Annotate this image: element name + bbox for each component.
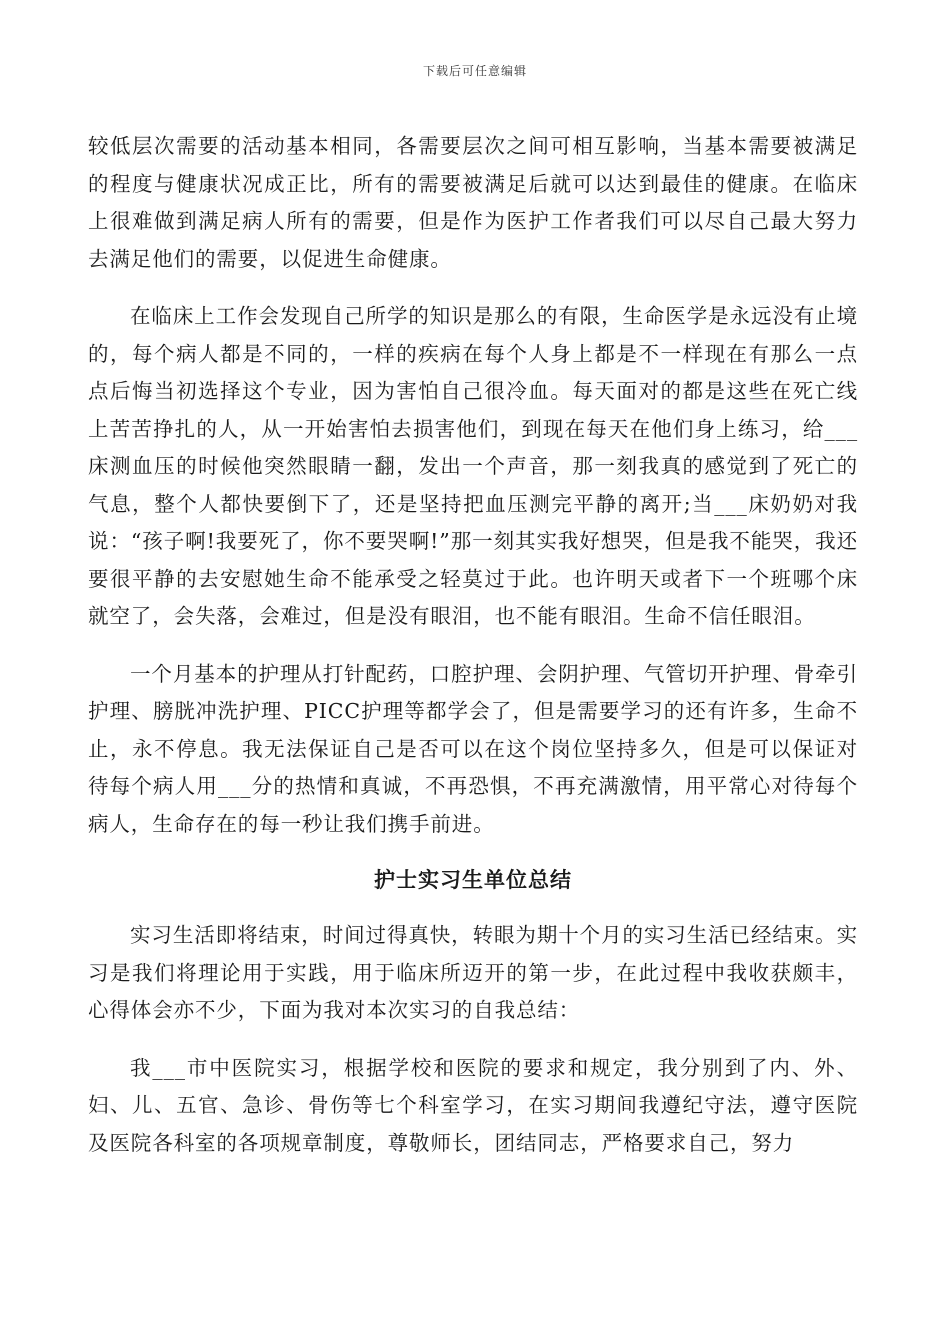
document-body	[88, 128, 858, 1162]
paragraph-2: 在临床上工作会发现自己所学的知识是那么的有限，生命医学是永远没有止境的，每个病人都是不同的，一样的疾病在每个人身上都是不一样现在有那么一点点后悔当初选择这个专业，因为害怕自己很冷血。每天面对的都是这些在死亡线上苦苦挣扎的人，从一开始害怕去损害他们，到现在每天在他们身上练习，给___床测血压的时候他突然眼睛一翻，发出一个声音，那一刻我真的感觉到了死亡的气息，整个人都快要倒下了，还是坚持把血压测完平静的离开;当___床奶奶对我说：“孩子啊!我要死了，你不要哭啊!”那一刻其实我好想哭，但是我不能哭，我还要很平静的去安慰她生命不能承受之轻莫过于此。也许明天或者下一个班哪个床就空了，会失落，会难过，但是没有眼泪，也不能有眼泪。生命不信任眼泪。	[88, 304, 858, 628]
section-title: 护士实习生单位总结	[374, 867, 572, 892]
header-note: 下载后可任意编辑	[422, 64, 527, 78]
paragraph-5: 我___市中医院实习，根据学校和医院的要求和规定，我分别到了内、外、妇、儿、五官、急诊、骨伤等七个科室学习，在实习期间我遵纪守法，遵守医院及医院各科室的各项规章制度，尊敬师长，团结同志，严格要求自己，努力	[88, 1055, 858, 1155]
paragraph-1: 较低层次需要的活动基本相同，各需要层次之间可相互影响，当基本需要被满足的程度与健康状况成正比，所有的需要被满足后就可以达到最佳的健康。在临床上很难做到满足病人所有的需要，但是作为医护工作者我们可以尽自己最大努力去满足他们的需要，以促进生命健康。	[88, 134, 858, 271]
paragraph-4: 实习生活即将结束，时间过得真快，转眼为期十个月的实习生活已经结束。实习是我们将理论用于实践，用于临床所迈开的第一步，在此过程中我收获颇丰，心得体会亦不少，下面为我对本次实习的自我总结：	[88, 923, 858, 1022]
paragraph-3: 一个月基本的护理从打针配药，口腔护理、会阴护理、气管切开护理、骨牵引护理、膀胱冲洗护理、PICC护理等都学会了，但是需要学习的还有许多，生命不止，永不停息。我无法保证自己是否可以在这个岗位坚持多久，但是可以保证对待每个病人用___分的热情和真诚，不再恐惧，不再充满激情，用平常心对待每个病人，生命存在的每一秒让我们携手前进。	[88, 661, 858, 836]
